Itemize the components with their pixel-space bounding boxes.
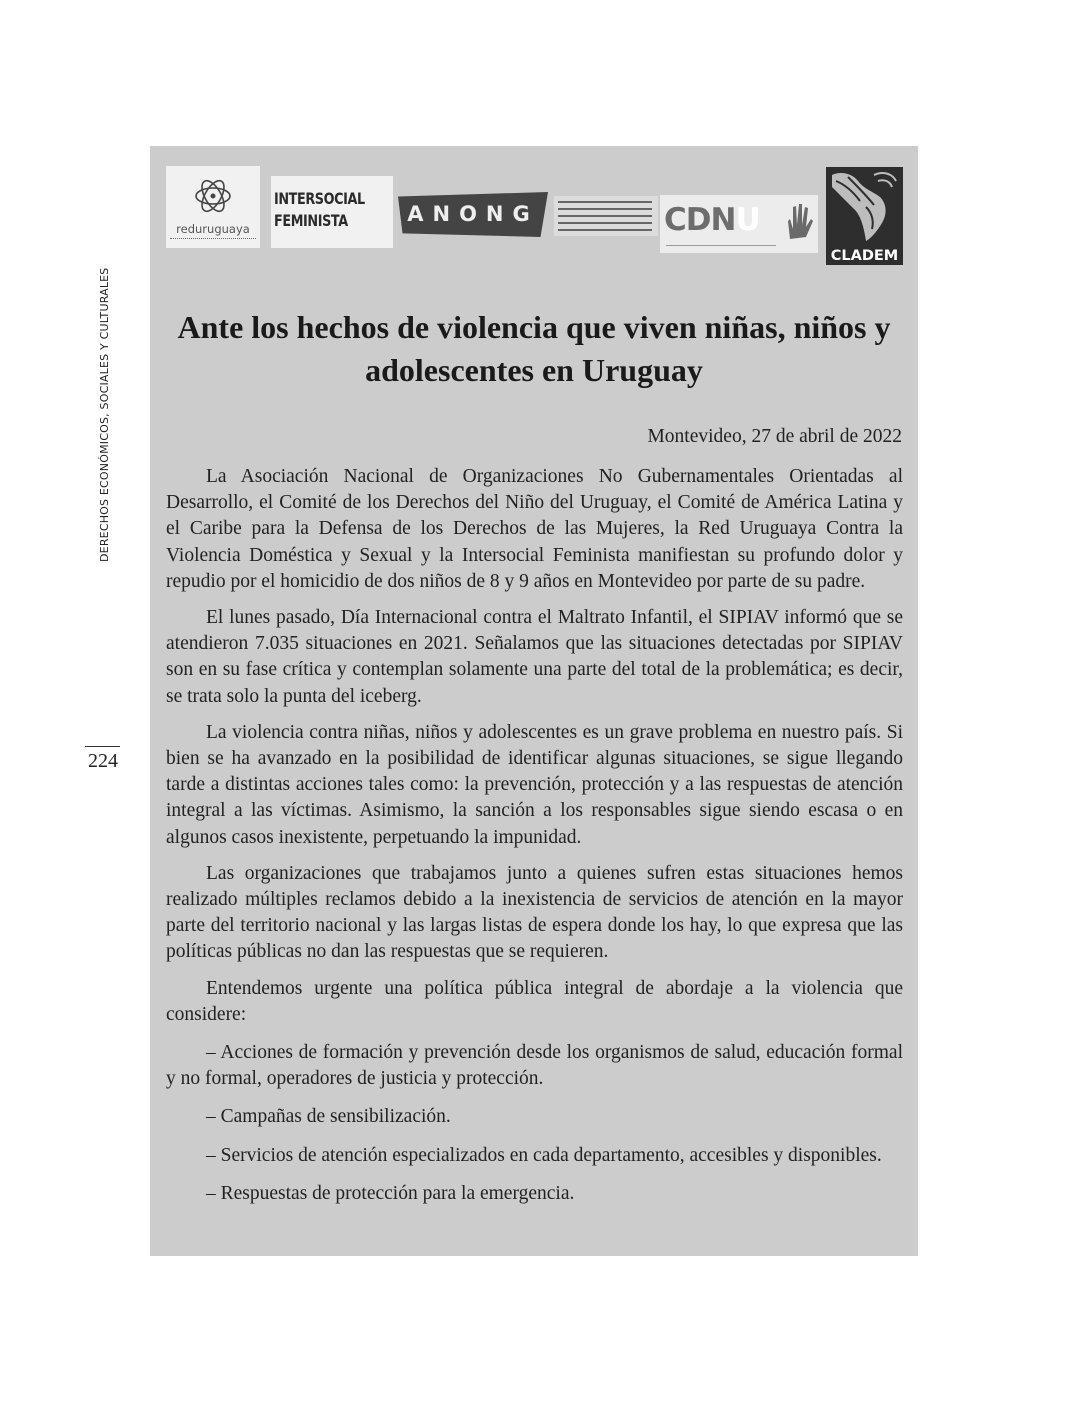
latin-america-map-icon: [826, 167, 903, 243]
atom-icon: [166, 166, 260, 222]
cladem-logo-text: CLADEM: [830, 248, 899, 264]
list-item: – Servicios de atención especializados en cada departamento, accesibles y disponibles.: [206, 1144, 882, 1166]
anong-logo-text: ANONG: [407, 202, 539, 226]
cladem-logo: [826, 167, 903, 265]
statement-box: [150, 146, 918, 1256]
statement-title: Ante los hechos de violencia que viven niñas, niños y adolescentes en Uruguay: [177, 309, 891, 388]
cdnu-logo-tagline: [666, 245, 776, 246]
page-number: 224: [88, 750, 118, 772]
running-header: DERECHOS ECONÓMICOS, SOCIALES Y CULTURALES: [98, 267, 111, 562]
cdnu-logo-text: CDNU: [664, 202, 760, 238]
statement-date: Montevideo, 27 de abril de 2022: [647, 426, 902, 447]
anong-logo: [398, 192, 658, 240]
cdnu-logo: [660, 195, 818, 253]
body-paragraph: Entendemos urgente una política pública integral de abordaje a la violencia que considere:: [166, 977, 903, 1025]
hand-icon: [784, 201, 814, 241]
body-paragraph: El lunes pasado, Día Internacional contra el Maltrato Infantil, el SIPIAV informó que se atendieron 7.035 situaciones en 2021. Señalamos que las situaciones detectadas por SIPIAV son en su fase crítica y contemplan solamente una parte del total de la problemática; es decir, se trata solo la punta del iceberg.: [166, 607, 903, 707]
list-item: – Acciones de formación y prevención desde los organismos de salud, educación formal y no formal, operadores de justicia y protección.: [166, 1042, 903, 1090]
intersocial-logo-line2: FEMINISTA: [274, 211, 348, 230]
body-paragraph: Las organizaciones que trabajamos junto a quienes sufren estas situaciones hemos realizado múltiples reclamos debido a la inexistencia de servicios de atención en la mayor parte del territorio nacional y las largas listas de espera donde los hay, lo que expresa que las políticas públicas no dan las respuestas que se requieren.: [166, 862, 903, 963]
list-item: – Respuestas de protección para la emergencia.: [206, 1182, 575, 1204]
body-paragraph: La Asociación Nacional de Organizaciones No Gubernamentales Orientadas al Desarrollo, el Comité de los Derechos del Niño del Uruguay, el Comité de América Latina y el Caribe para la Defensa de los Derechos de las Mujeres, la Red Uruguaya Contra la Violencia Doméstica y Sexual y la Intersocial Feminista manifiestan su profundo dolor y repudio por el homicidio de dos niños de 8 y 9 años en Montevideo por parte de su padre.: [166, 466, 903, 592]
body-paragraph: La violencia contra niñas, niños y adolescentes es un grave problema en nuestro país. Si bien se ha avanzado en la posibilidad de identificar algunas situaciones, se sigue llegando tarde a distintas acciones tales como: la prevención, protección y a las respuestas de atención integral a las víctimas. Asimismo, la sanción a los responsables sigue siendo escasa o en algunos casos inexistente, perpetuando la impunidad.: [166, 721, 903, 848]
intersocial-logo-line1: INTERSOCIAL: [274, 189, 365, 208]
demands-list: [166, 1040, 903, 1207]
page-number-rule: [85, 746, 120, 747]
reduruguaya-logo-text: reduruguaya: [176, 222, 250, 236]
list-item: – Campañas de sensibilización.: [206, 1106, 451, 1128]
reduruguaya-logo-tagline: [170, 238, 256, 241]
statement-body: [166, 464, 903, 1219]
anong-logo-description: [554, 196, 658, 236]
intersocial-feminista-logo: [271, 176, 393, 248]
reduruguaya-logo: [166, 166, 260, 248]
